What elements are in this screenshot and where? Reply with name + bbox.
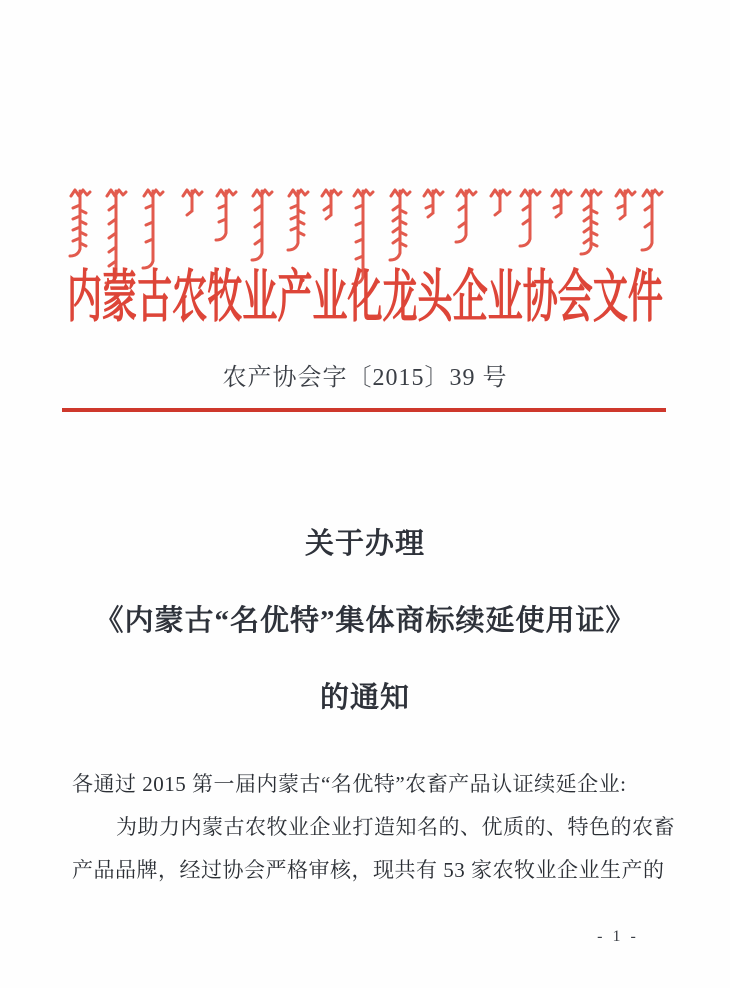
body-line: 产品品牌，经过协会严格审核，现共有 53 家农牧业企业生产的	[72, 858, 665, 882]
notice-title-line1: 关于办理	[304, 528, 425, 560]
red-divider-rule	[62, 408, 666, 412]
notice-title-line2: 《内蒙古“名优特”集体商标续延使用证》	[94, 605, 636, 637]
body-line: 为助力内蒙古农牧业企业打造知名的、优质的、特色的农畜	[116, 815, 675, 839]
org-title-text: 内蒙古农牧业产业化龙头企业协会文件	[67, 266, 663, 329]
doc-number: 农产协会字〔2015〕39 号	[222, 365, 508, 391]
page-number: - 1 -	[597, 928, 639, 945]
org-title	[67, 268, 730, 330]
notice-title-line3: 的通知	[319, 682, 410, 714]
body-text	[72, 763, 675, 892]
salutation-line: 各通过 2015 第一届内蒙古“名优特”农畜产品认证续延企业:	[72, 772, 627, 796]
notice-title	[0, 506, 730, 737]
